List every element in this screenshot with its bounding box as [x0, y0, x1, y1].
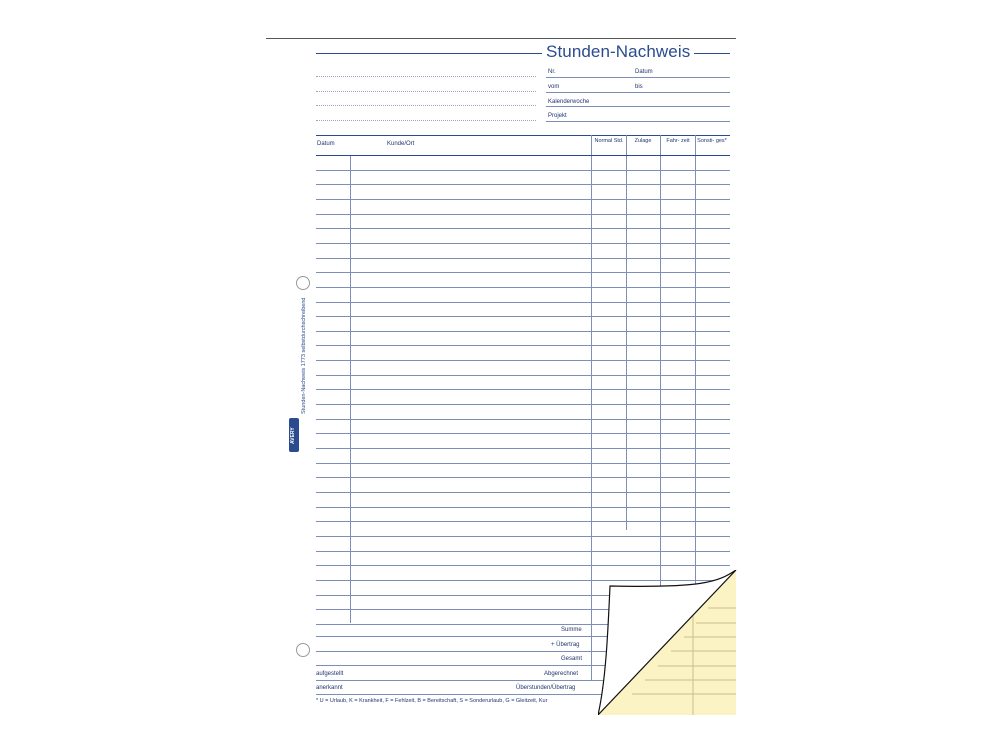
col-header-kunde-ort: Kunde/Ort — [387, 141, 415, 147]
table-top-rule — [316, 135, 730, 136]
table-row-line — [316, 565, 730, 566]
punch-hole-top — [296, 276, 310, 290]
header-bottom-line — [316, 155, 730, 156]
title-rule-right — [694, 53, 730, 54]
table-row-line — [316, 287, 730, 288]
top-edge-line — [266, 38, 736, 39]
table-row-line — [316, 228, 730, 229]
table-row-line — [316, 302, 730, 303]
label-vom: vom — [548, 84, 560, 90]
table-row-line — [316, 404, 730, 405]
table-row-line — [316, 463, 730, 464]
label-uebertrag: + Übertrag — [551, 642, 580, 648]
table-row-line — [316, 375, 730, 376]
table-row-line — [316, 389, 730, 390]
label-nr: Nr. — [548, 69, 556, 75]
label-summe: Summe — [561, 627, 582, 633]
field-line-nr[interactable] — [546, 77, 730, 78]
punch-hole-bottom — [296, 643, 310, 657]
form-title: Stunden-Nachweis — [546, 42, 691, 61]
table-row-line — [316, 477, 730, 478]
label-gesamt: Gesamt — [561, 656, 583, 662]
label-kalenderwoche: Kalenderwoche — [548, 99, 590, 105]
table-row-line — [316, 258, 730, 259]
address-line-3[interactable] — [316, 105, 536, 106]
label-datum: Datum — [635, 69, 653, 75]
table-row-line — [316, 507, 730, 508]
table-row-line — [316, 345, 730, 346]
col-header-datum: Datum — [317, 141, 335, 147]
table-row-line — [316, 184, 730, 185]
spine-label: Stunden-Nachweis 1773 selbstdurchschreibend — [301, 297, 307, 414]
table-row-line — [316, 419, 730, 420]
table-row-line — [316, 521, 730, 522]
label-projekt: Projekt — [548, 113, 567, 119]
table-row-line — [316, 433, 730, 434]
table-row-line — [316, 243, 730, 244]
col-header-fahrzeit: Fahr- zeit — [666, 138, 690, 144]
address-line-1[interactable] — [316, 76, 536, 77]
table-row-line — [316, 492, 730, 493]
field-line-kw[interactable] — [546, 106, 730, 107]
table-column-line — [350, 155, 351, 623]
table-row-line — [316, 536, 730, 537]
table-row-line — [316, 331, 730, 332]
footnote: * U = Urlaub, K = Krankheit, F = Fehlzeit, B = Bereitschaft, S = Sonderurlaub, G = Gleitzeit, Kur — [316, 698, 548, 704]
table-row-line — [316, 448, 730, 449]
label-aufgestellt: aufgestellt — [316, 671, 344, 677]
label-anerkannt: anerkannt — [316, 685, 343, 691]
col-header-normal-std: Normal Std. — [594, 138, 624, 144]
table-row-line — [316, 316, 730, 317]
table-row-line — [316, 360, 730, 361]
col-header-sonstiges: Sonsti- ges* — [697, 138, 727, 144]
table-row-line — [316, 170, 730, 171]
col-header-zulage: Zulage — [634, 138, 652, 144]
table-row-line — [316, 551, 730, 552]
table-column-line — [591, 135, 592, 680]
avery-logo: AVERY — [289, 418, 299, 452]
title-rule-left — [316, 53, 542, 54]
label-ueberstunden: Überstunden/Übertrag — [516, 685, 576, 691]
field-line-projekt[interactable] — [546, 121, 730, 122]
table-row-line — [316, 272, 730, 273]
address-line-2[interactable] — [316, 91, 536, 92]
label-bis: bis — [635, 84, 643, 90]
page-curl-copy-sheet — [598, 570, 738, 715]
label-abgerechnet: Abgerechnet — [544, 671, 579, 677]
address-line-4[interactable] — [316, 120, 536, 121]
table-row-line — [316, 214, 730, 215]
table-column-line — [626, 135, 627, 530]
field-line-vom[interactable] — [546, 92, 730, 93]
table-row-line — [316, 199, 730, 200]
